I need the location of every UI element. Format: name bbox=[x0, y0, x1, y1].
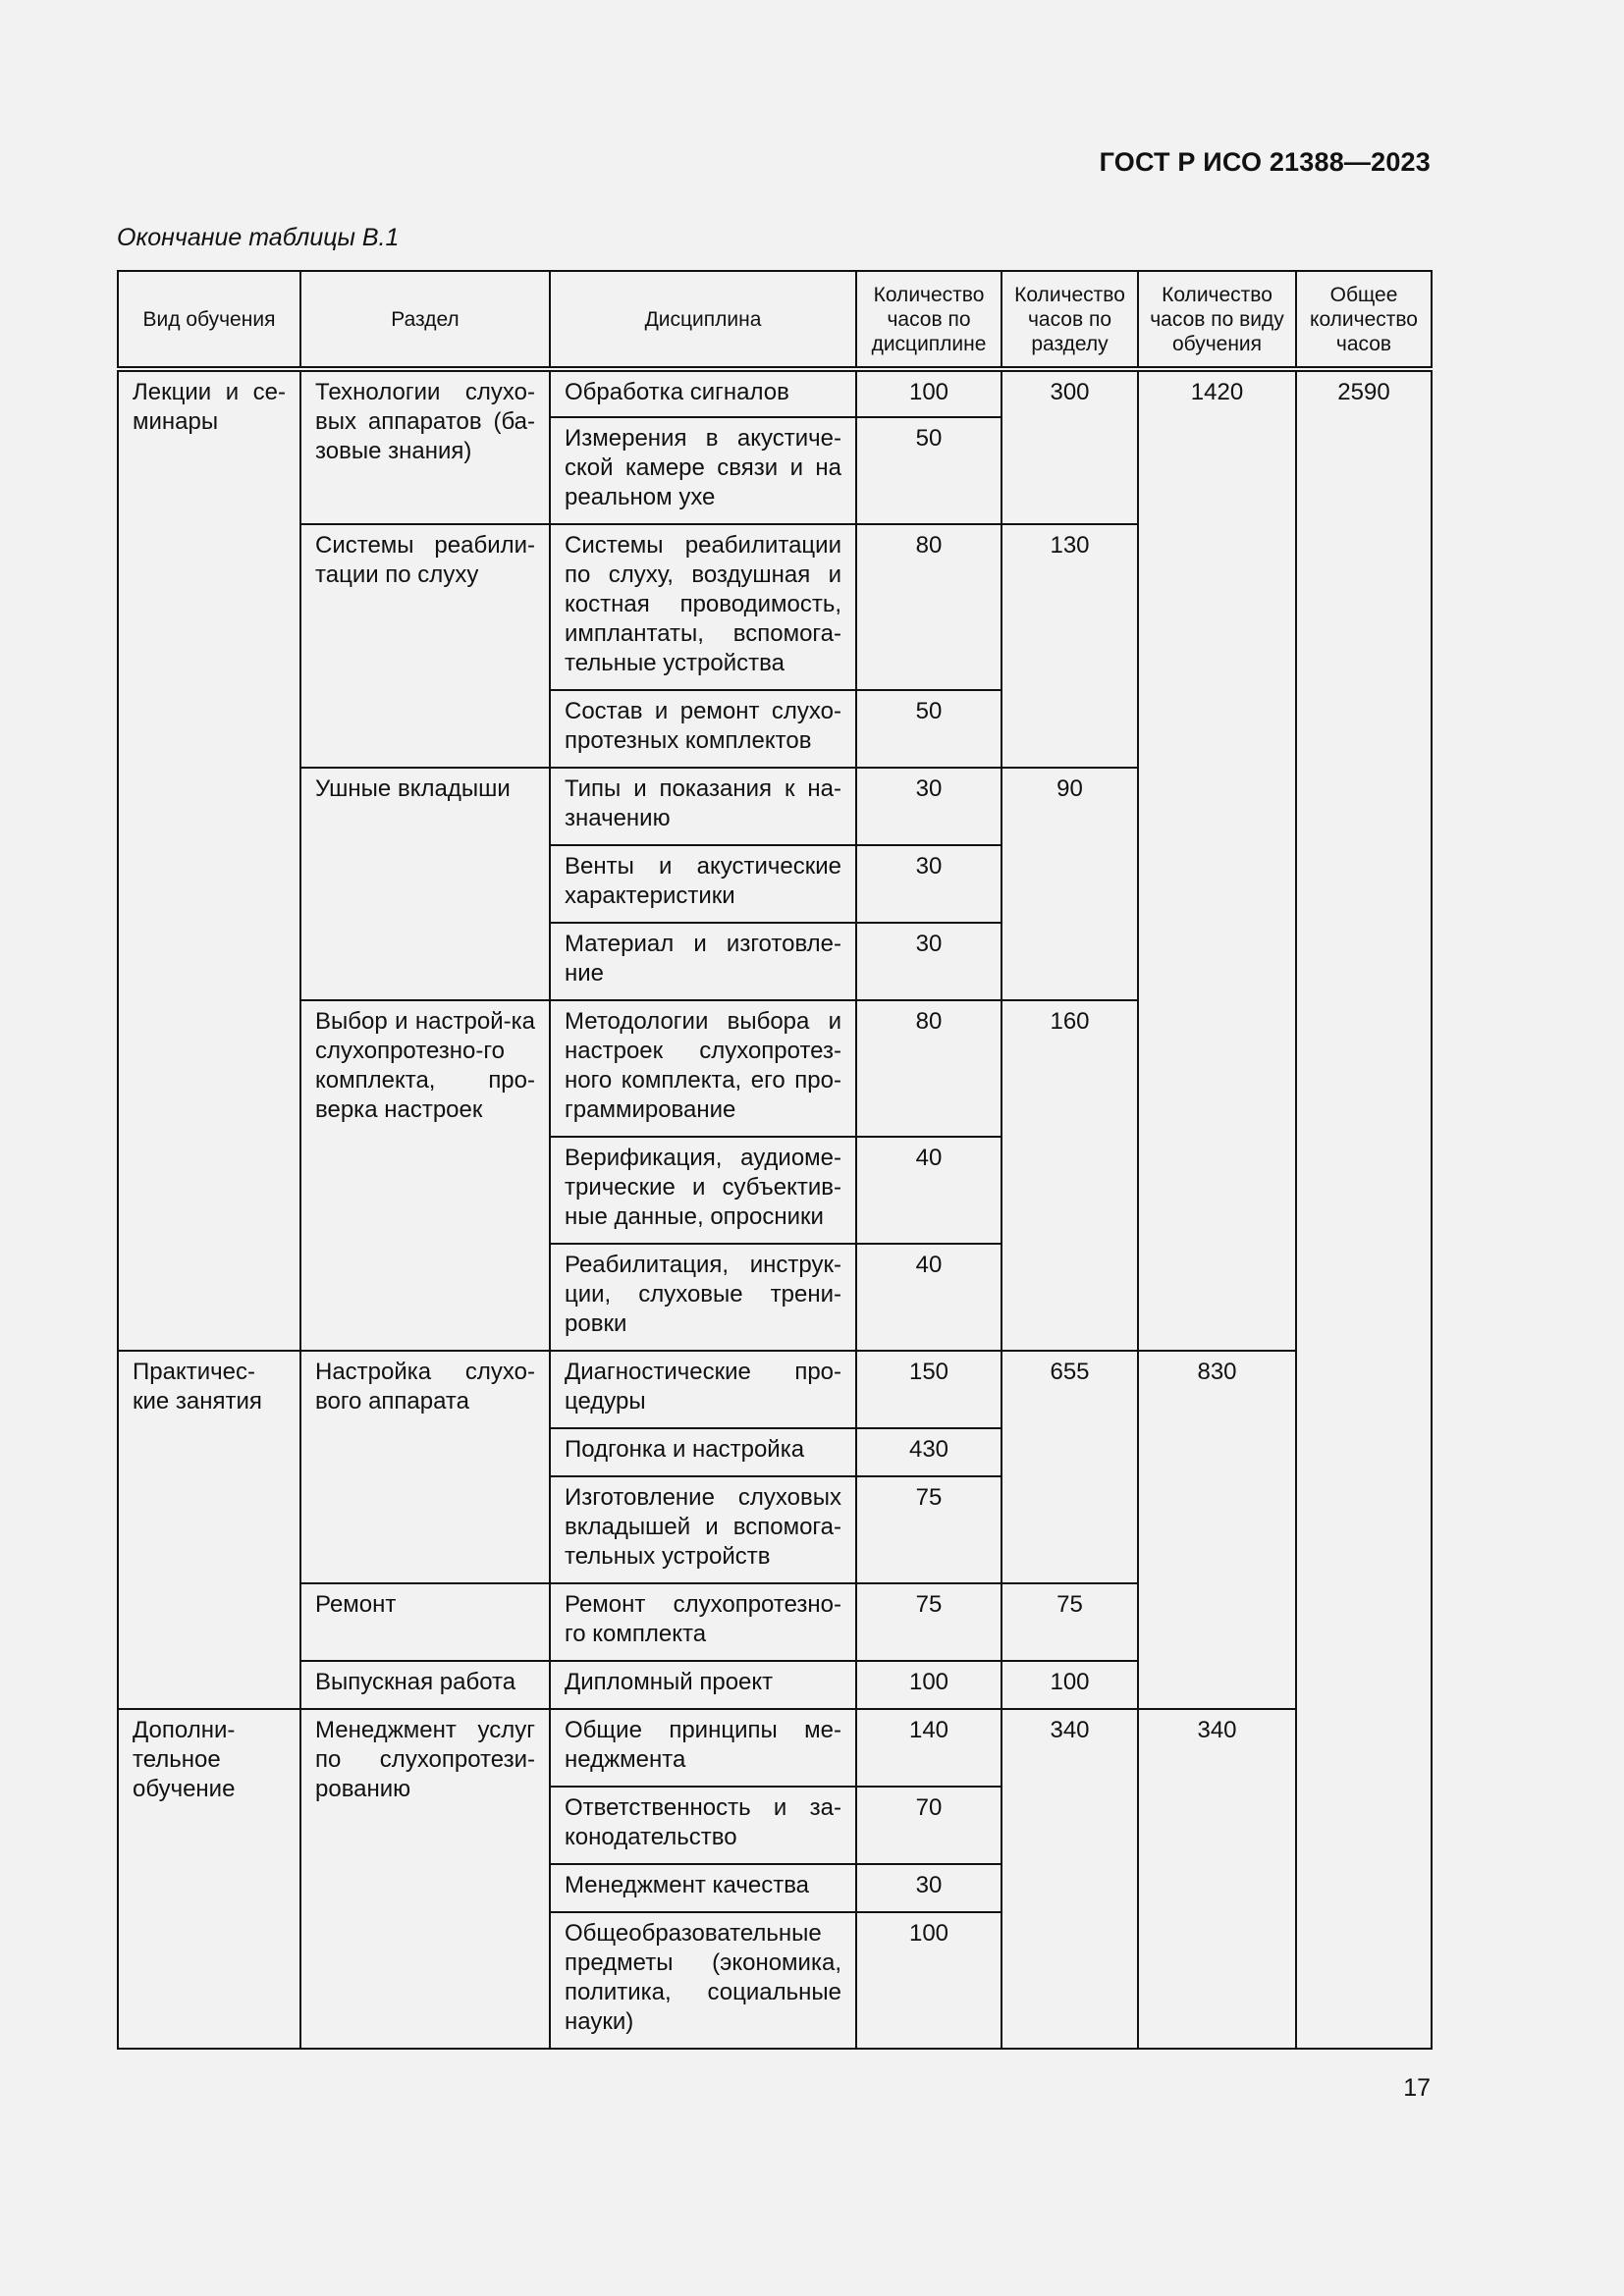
discipline-hours-cell: 50 bbox=[856, 690, 1001, 768]
header-cell: Количество часов по дисциплине bbox=[856, 271, 1001, 369]
table-row bbox=[118, 369, 1432, 417]
hours-table bbox=[117, 270, 1433, 2050]
discipline-hours-cell: 30 bbox=[856, 1864, 1001, 1912]
header-cell: Количество часов по виду обучения bbox=[1138, 271, 1296, 369]
discipline-cell: Изготовление слуховых вкладышей и вспомога-тельных устройств bbox=[550, 1476, 856, 1583]
training-type-cell: Практичес-кие занятия bbox=[118, 1351, 300, 1709]
discipline-cell: Системы реабилитации по слуху, воздушная и костная проводимость, имплантаты, вспомога-тельные устройства bbox=[550, 524, 856, 690]
table-row bbox=[118, 1351, 1432, 1428]
section-hours-cell: 100 bbox=[1001, 1661, 1138, 1709]
discipline-hours-cell: 80 bbox=[856, 1000, 1001, 1137]
discipline-cell: Верификация, аудиоме-трические и субъектив-ные данные, опросники bbox=[550, 1137, 856, 1244]
discipline-cell: Диагностические про-цедуры bbox=[550, 1351, 856, 1428]
discipline-cell: Реабилитация, инструк-ции, слуховые трени-ровки bbox=[550, 1244, 856, 1351]
discipline-hours-cell: 50 bbox=[856, 417, 1001, 524]
section-hours-cell: 300 bbox=[1001, 369, 1138, 524]
discipline-cell: Материал и изготовле-ние bbox=[550, 923, 856, 1000]
section-hours-cell: 75 bbox=[1001, 1583, 1138, 1661]
discipline-hours-cell: 100 bbox=[856, 369, 1001, 417]
discipline-hours-cell: 30 bbox=[856, 923, 1001, 1000]
section-cell: Технологии слухо-вых аппаратов (ба-зовые знания) bbox=[300, 369, 550, 524]
discipline-cell: Общеобразовательные предметы (экономика, политика, социальные науки) bbox=[550, 1912, 856, 2049]
header-cell: Вид обучения bbox=[118, 271, 300, 369]
section-cell: Выбор и настрой-ка слухопротезно-го комплекта, про-верка настроек bbox=[300, 1000, 550, 1351]
training-type-cell: Лекции и се-минары bbox=[118, 369, 300, 1351]
discipline-hours-cell: 40 bbox=[856, 1244, 1001, 1351]
discipline-cell: Общие принципы ме-неджмента bbox=[550, 1709, 856, 1787]
discipline-hours-cell: 150 bbox=[856, 1351, 1001, 1428]
type-hours-cell: 830 bbox=[1138, 1351, 1296, 1709]
header-cell: Раздел bbox=[300, 271, 550, 369]
discipline-cell: Менеджмент качества bbox=[550, 1864, 856, 1912]
section-cell: Настройка слухо-вого аппарата bbox=[300, 1351, 550, 1583]
training-type-cell: Дополни-тельное обучение bbox=[118, 1709, 300, 2049]
header-cell: Количество часов по разделу bbox=[1001, 271, 1138, 369]
discipline-hours-cell: 80 bbox=[856, 524, 1001, 690]
discipline-cell: Типы и показания к на-значению bbox=[550, 768, 856, 845]
discipline-cell: Состав и ремонт слухо-протезных комплектов bbox=[550, 690, 856, 768]
discipline-hours-cell: 70 bbox=[856, 1787, 1001, 1864]
table-row bbox=[118, 1709, 1432, 1787]
discipline-hours-cell: 140 bbox=[856, 1709, 1001, 1787]
discipline-cell: Венты и акустические характеристики bbox=[550, 845, 856, 923]
header-cell: Дисциплина bbox=[550, 271, 856, 369]
discipline-hours-cell: 430 bbox=[856, 1428, 1001, 1476]
page-number: 17 bbox=[1403, 2074, 1431, 2102]
discipline-cell: Измерения в акустиче-ской камере связи и на реальном ухе bbox=[550, 417, 856, 524]
discipline-hours-cell: 75 bbox=[856, 1583, 1001, 1661]
discipline-cell: Ответственность и за-конодательство bbox=[550, 1787, 856, 1864]
section-hours-cell: 130 bbox=[1001, 524, 1138, 768]
section-hours-cell: 340 bbox=[1001, 1709, 1138, 2049]
section-cell: Ремонт bbox=[300, 1583, 550, 1661]
section-cell: Ушные вкладыши bbox=[300, 768, 550, 1000]
table-caption: Окончание таблицы В.1 bbox=[117, 224, 400, 251]
discipline-hours-cell: 100 bbox=[856, 1912, 1001, 2049]
total-hours-cell: 2590 bbox=[1296, 369, 1432, 2049]
document-code: ГОСТ Р ИСО 21388—2023 bbox=[1099, 147, 1431, 177]
type-hours-cell: 1420 bbox=[1138, 369, 1296, 1351]
discipline-cell: Ремонт слухопротезно-го комплекта bbox=[550, 1583, 856, 1661]
discipline-hours-cell: 30 bbox=[856, 768, 1001, 845]
discipline-cell: Обработка сигналов bbox=[550, 369, 856, 417]
header-cell: Общее количество часов bbox=[1296, 271, 1432, 369]
section-cell: Выпускная работа bbox=[300, 1661, 550, 1709]
discipline-cell: Подгонка и настройка bbox=[550, 1428, 856, 1476]
section-hours-cell: 160 bbox=[1001, 1000, 1138, 1351]
type-hours-cell: 340 bbox=[1138, 1709, 1296, 2049]
discipline-hours-cell: 100 bbox=[856, 1661, 1001, 1709]
discipline-hours-cell: 75 bbox=[856, 1476, 1001, 1583]
section-cell: Системы реабили-тации по слуху bbox=[300, 524, 550, 768]
discipline-hours-cell: 30 bbox=[856, 845, 1001, 923]
section-cell: Менеджмент услуг по слухопротези-рованию bbox=[300, 1709, 550, 2049]
discipline-cell: Методологии выбора и настроек слухопротез-ного комплекта, его про-граммирование bbox=[550, 1000, 856, 1137]
section-hours-cell: 655 bbox=[1001, 1351, 1138, 1583]
table-header-row bbox=[118, 271, 1432, 369]
discipline-cell: Дипломный проект bbox=[550, 1661, 856, 1709]
discipline-hours-cell: 40 bbox=[856, 1137, 1001, 1244]
section-hours-cell: 90 bbox=[1001, 768, 1138, 1000]
